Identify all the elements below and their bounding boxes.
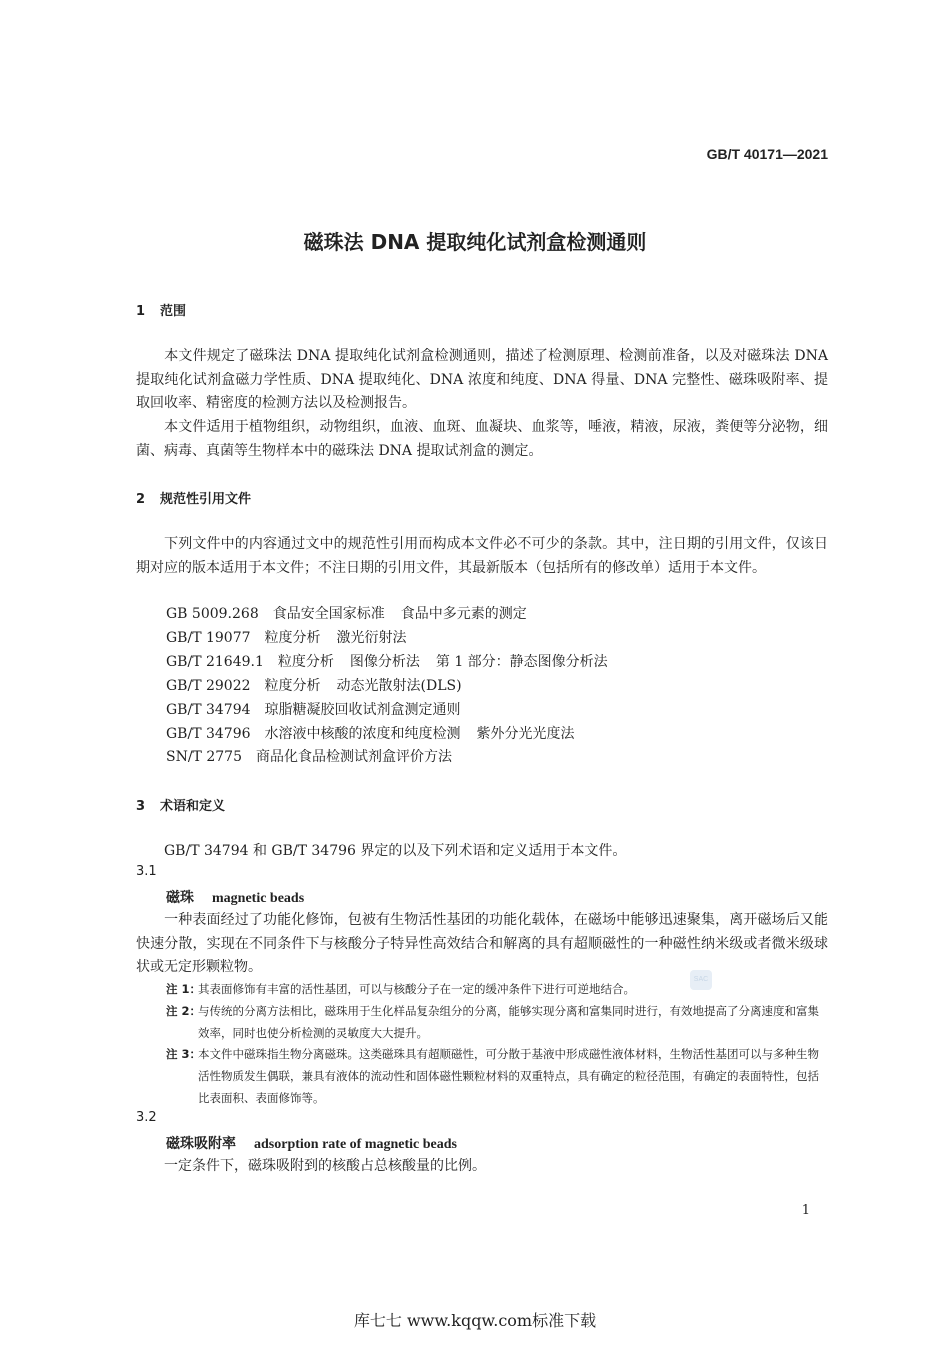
reference-item	[166, 651, 608, 675]
note-label: 注 1：	[166, 982, 202, 996]
term-chinese: 磁珠	[166, 890, 194, 906]
section-2-paragraph	[136, 533, 828, 580]
reference-item	[166, 746, 452, 770]
note-text: 与传统的分离方法相比，磁珠用于生化样品复杂组分的分离，能够实现分离和富集同时进行，有效地提高了分离速度和富集效率，同时也使分析检测的灵敏度大大提升。	[198, 1004, 819, 1040]
standard-code: GB/T 40171—2021	[706, 146, 828, 162]
reference-subtitle: 紫外分光光度法	[476, 726, 575, 742]
term-note	[166, 1043, 828, 1109]
paragraph-text: 本文件规定了磁珠法 DNA 提取纯化试剂盒检测通则，描述了检测原理、检测前准备，以及对磁珠法 DNA 提取纯化试剂盒磁力学性质、DNA 提取纯化、DNA 浓度和纯度、DNA 得量、DNA 完整性、磁珠吸附率、提取回收率、精密度的检测方法以及检测报告。	[136, 348, 828, 411]
reference-code: SN/T 2775	[166, 749, 242, 765]
reference-subtitle: 食品中多元素的测定	[400, 606, 527, 622]
term-english: adsorption rate of magnetic beads	[254, 1137, 457, 1152]
reference-code: GB/T 34796	[166, 726, 251, 742]
reference-title: 食品安全国家标准	[272, 606, 385, 622]
reference-subtitle: 激光衍射法	[336, 630, 407, 646]
paragraph-text: 本文件适用于植物组织，动物组织，血液、血斑、血凝块、血浆等，唾液，精液，尿液，粪便等分泌物，细菌、病毒、真菌等生物样本中的磁珠法 DNA 提取试剂盒的测定。	[136, 419, 828, 459]
reference-item	[166, 603, 527, 627]
footer-source: 库七七 www.kqqw.com标准下载	[353, 1311, 597, 1330]
term-number: 3.2	[136, 1110, 157, 1125]
term-english: magnetic beads	[212, 891, 305, 906]
reference-code: GB/T 19077	[166, 630, 251, 646]
section-1-paragraph-2	[136, 416, 828, 463]
reference-title: 商品化食品检测试剂盒评价方法	[255, 749, 452, 765]
term-note	[166, 978, 828, 1000]
reference-item	[166, 627, 407, 651]
page-number: 1	[801, 1203, 810, 1218]
section-2-heading	[136, 488, 251, 507]
term-heading	[166, 887, 304, 907]
section-1-heading	[136, 300, 186, 319]
note-label: 注 3：	[166, 1047, 202, 1061]
reference-title: 粒度分析	[264, 630, 321, 646]
definition-text: 一定条件下，磁珠吸附到的核酸占总核酸量的比例。	[164, 1158, 486, 1174]
term-number: 3.1	[136, 864, 157, 879]
paragraph-text: 下列文件中的内容通过文中的规范性引用而构成本文件必不可少的条款。其中，注日期的引用文件，仅该日期对应的版本适用于本文件；不注日期的引用文件，其最新版本（包括所有的修改单）适用于本文件。	[136, 536, 828, 576]
reference-code: GB/T 29022	[166, 678, 251, 694]
reference-item	[166, 675, 462, 699]
term-definition	[136, 1155, 828, 1179]
section-number: 2	[136, 492, 146, 507]
section-3-intro	[136, 840, 828, 864]
note-text: 本文件中磁珠指生物分离磁珠。这类磁珠具有超顺磁性，可分散于基液中形成磁性液体材料，生物活性基团可以与多种生物活性物质发生偶联，兼具有液体的流动性和固体磁性颗粒材料的双重特点，具有确定的粒径范围，有确定的表面特性，包括比表面积、表面修饰等。	[198, 1047, 819, 1105]
term-definition	[136, 909, 828, 980]
section-number: 3	[136, 799, 146, 814]
reference-item	[166, 699, 461, 723]
reference-title: 琼脂糖凝胶回收试剂盒测定通则	[264, 702, 461, 718]
reference-part: 第 1 部分：静态图像分析法	[435, 654, 608, 670]
section-title: 范围	[160, 304, 187, 319]
note-text: 其表面修饰有丰富的活性基团，可以与核酸分子在一定的缓冲条件下进行可逆地结合。	[198, 982, 635, 996]
watermark-logo: SAC	[690, 970, 712, 990]
section-1-paragraph-1	[136, 345, 828, 416]
reference-title: 粒度分析	[264, 678, 321, 694]
section-title: 规范性引用文件	[160, 492, 252, 507]
reference-subtitle: 图像分析法	[349, 654, 420, 670]
paragraph-text: GB/T 34794 和 GB/T 34796 界定的以及下列术语和定义适用于本文件。	[164, 843, 627, 859]
section-number: 1	[136, 304, 146, 319]
reference-item	[166, 723, 575, 747]
reference-title: 水溶液中核酸的浓度和纯度检测	[264, 726, 461, 742]
document-title: 磁珠法 DNA 提取纯化试剂盒检测通则	[303, 230, 647, 254]
term-note	[166, 1000, 828, 1044]
reference-code: GB/T 34794	[166, 702, 251, 718]
definition-text: 一种表面经过了功能化修饰，包被有生物活性基团的功能化载体，在磁场中能够迅速聚集，离开磁场后又能快速分散，实现在不同条件下与核酸分子特异性高效结合和解离的具有超顺磁性的一种磁性纳米级或者微米级球状或无定形颗粒物。	[136, 912, 828, 975]
reference-subtitle: 动态光散射法(DLS)	[336, 678, 462, 694]
term-heading	[166, 1133, 457, 1153]
reference-title: 粒度分析	[277, 654, 334, 670]
note-label: 注 2：	[166, 1004, 202, 1018]
section-3-heading	[136, 795, 225, 814]
term-chinese: 磁珠吸附率	[166, 1136, 236, 1152]
reference-code: GB 5009.268	[166, 606, 259, 622]
reference-code: GB/T 21649.1	[166, 654, 264, 670]
section-title: 术语和定义	[160, 799, 226, 814]
